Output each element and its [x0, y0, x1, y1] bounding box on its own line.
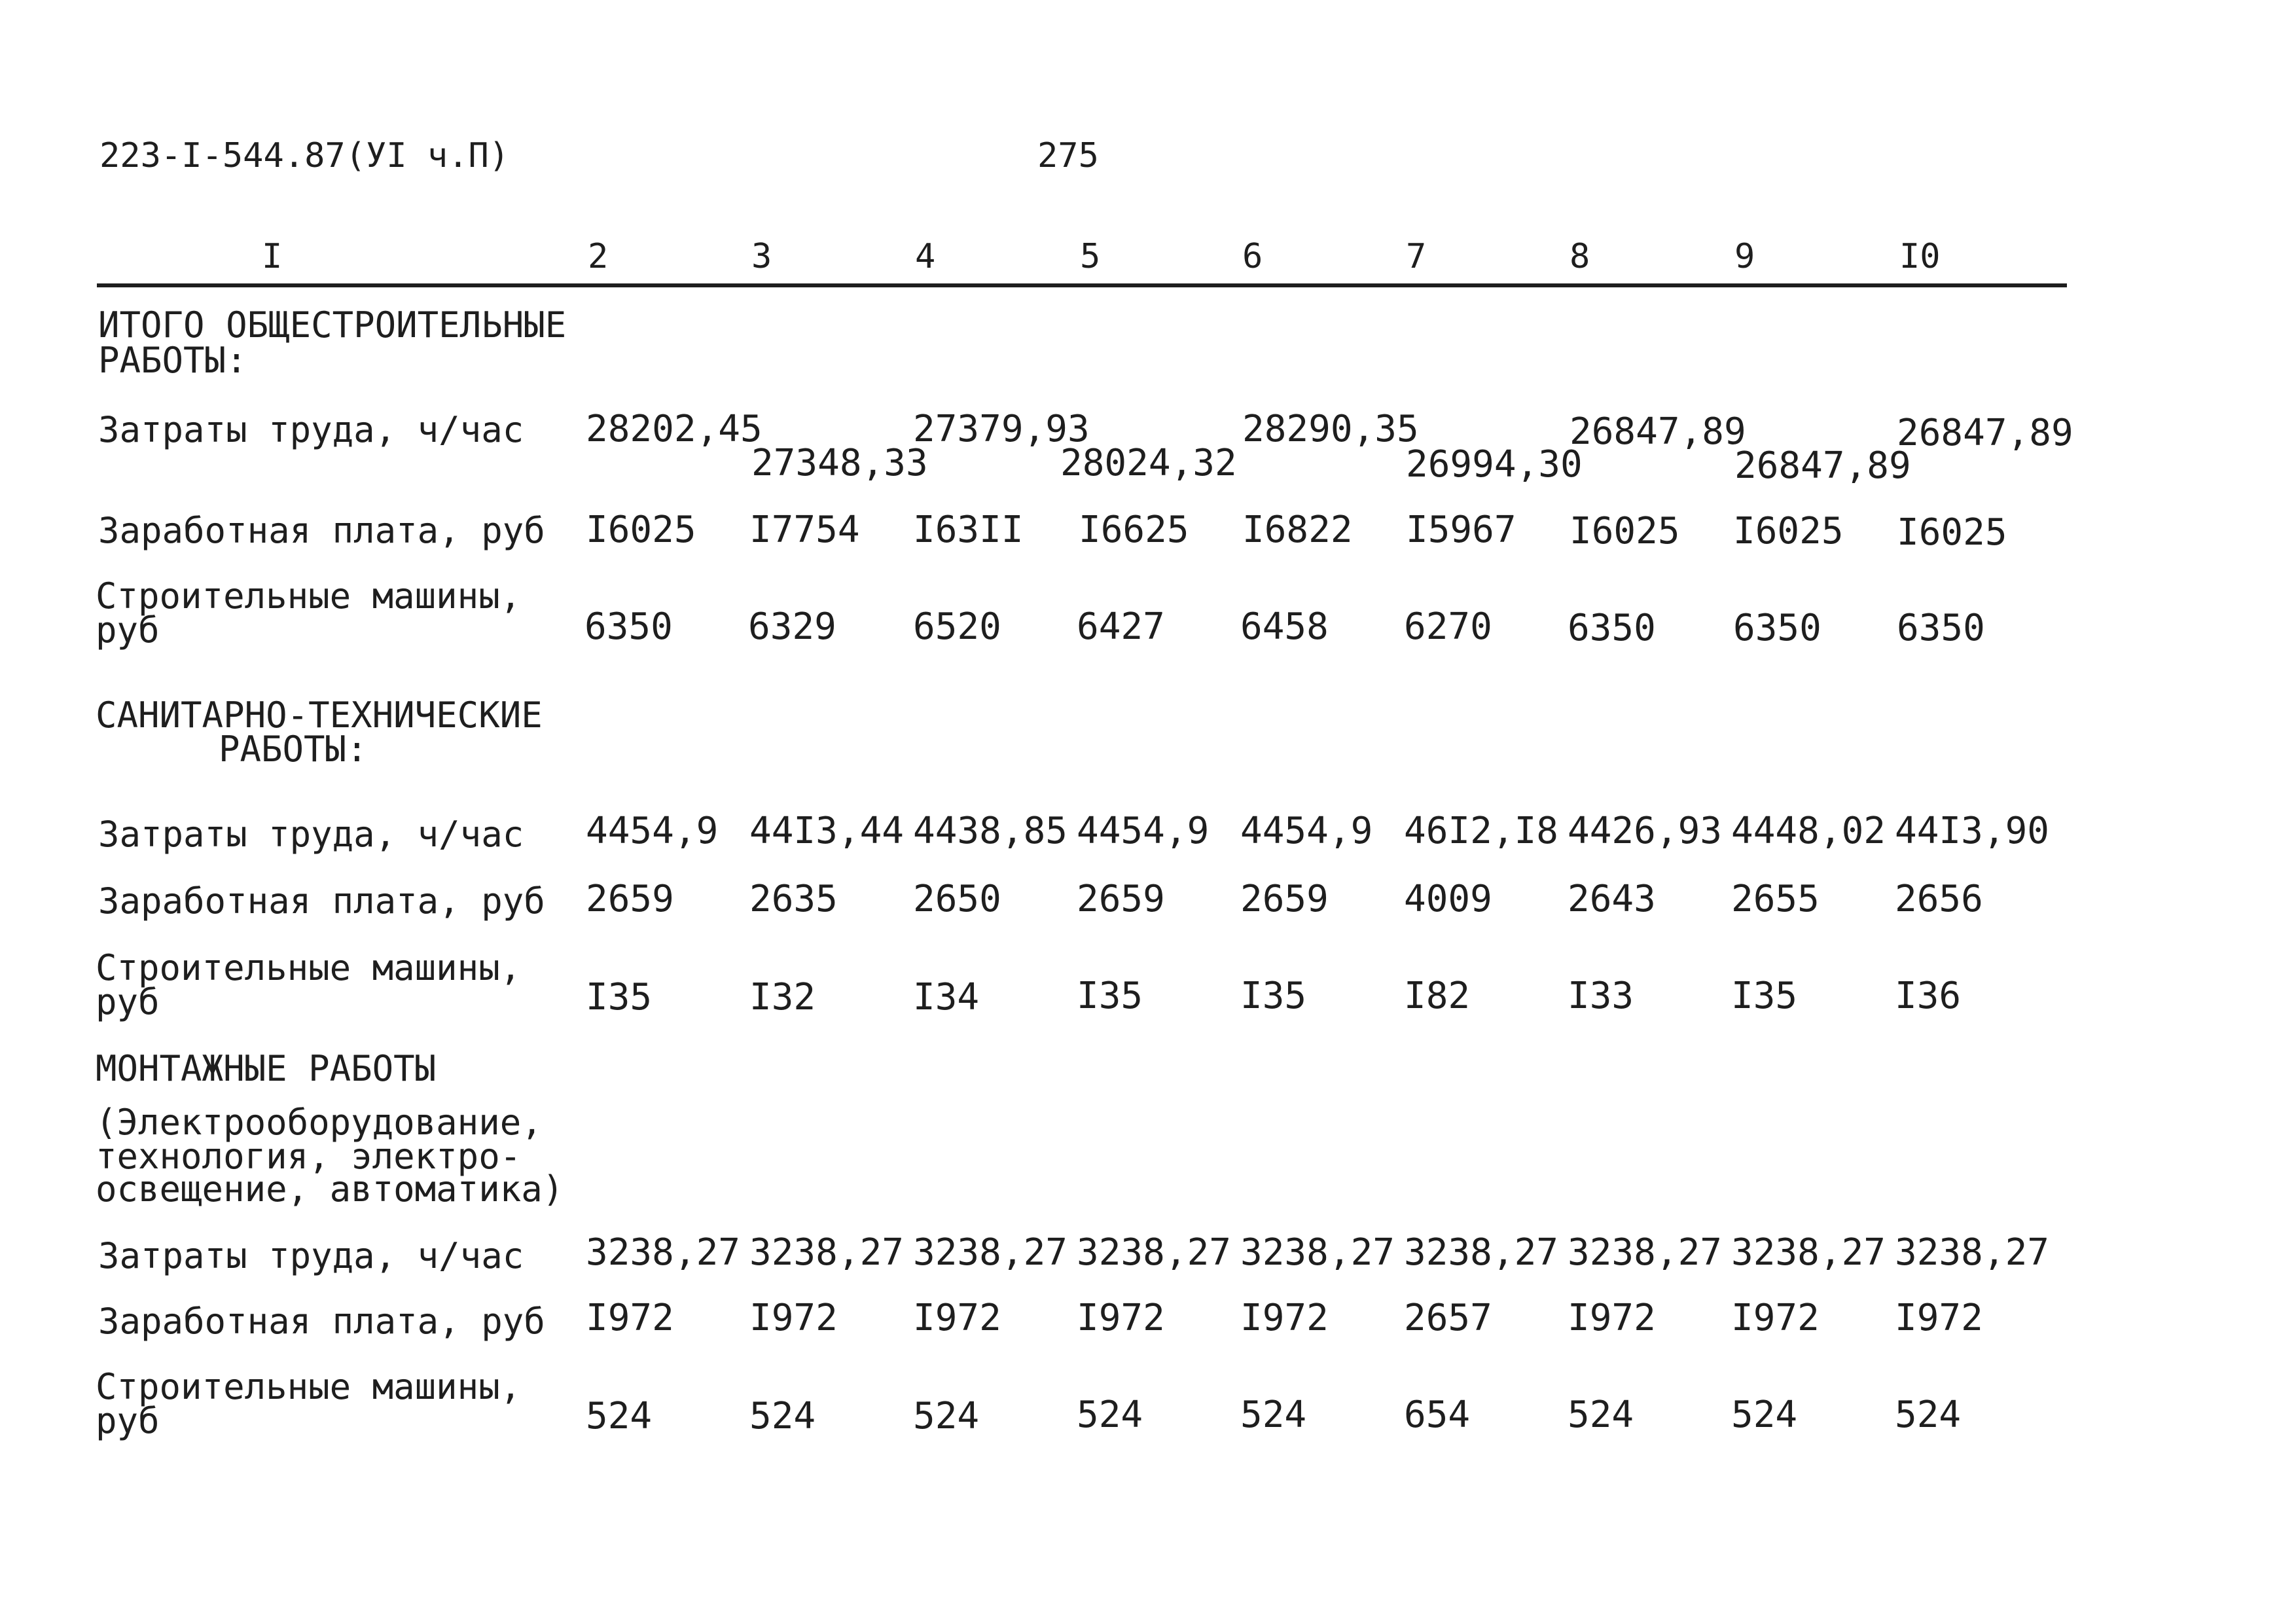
table-cell: 524 — [586, 1395, 653, 1437]
table-cell: I35 — [1077, 975, 1143, 1017]
table-cell: I36 — [1895, 975, 1962, 1017]
table-cell: 3238,27 — [1568, 1231, 1723, 1274]
table-cell: I6025 — [1570, 510, 1680, 552]
section-note: технология, электро- — [96, 1136, 522, 1177]
table-cell: I32 — [749, 976, 816, 1019]
table-cell: I972 — [1240, 1297, 1329, 1339]
table-cell: 6350 — [1568, 607, 1656, 649]
table-cell: I972 — [1077, 1297, 1165, 1339]
section-title: ИТОГО ОБЩЕСТРОИТЕЛЬНЫЕ — [98, 304, 567, 346]
row-label-wages: Заработная плата, руб — [98, 510, 545, 551]
document-code: 223-I-544.87(УI ч.П) — [99, 136, 510, 175]
table-cell: 27348,33 — [751, 442, 928, 484]
table-cell: 3238,27 — [1404, 1231, 1559, 1274]
table-cell: 4454,9 — [586, 810, 719, 852]
table-cell: 2659 — [586, 878, 674, 920]
table-cell: 524 — [1240, 1394, 1307, 1436]
table-cell: 28202,45 — [586, 408, 762, 450]
table-cell: I6025 — [1897, 511, 2007, 554]
row-label-wages: Заработная плата, руб — [98, 880, 545, 922]
table-cell: 2657 — [1404, 1297, 1492, 1339]
table-cell: 4454,9 — [1077, 810, 1210, 852]
table-cell: 4009 — [1404, 878, 1492, 920]
table-cell: 44I3,44 — [749, 810, 905, 852]
section-note: (Электрооборудование, — [96, 1102, 543, 1143]
table-cell: I972 — [586, 1297, 674, 1339]
table-cell: I6025 — [586, 509, 696, 551]
table-cell: I82 — [1404, 975, 1471, 1017]
table-cell: I35 — [586, 976, 653, 1019]
table-cell: I5967 — [1406, 509, 1516, 551]
table-cell: I972 — [1568, 1297, 1656, 1339]
table-cell: 6350 — [1733, 607, 1821, 649]
table-cell: 26847,89 — [1570, 410, 1746, 453]
column-number: 7 — [1406, 237, 1427, 276]
table-cell: I35 — [1731, 975, 1798, 1017]
page-number: 275 — [1037, 136, 1099, 175]
table-cell: 524 — [1895, 1394, 1962, 1436]
table-cell: 654 — [1404, 1394, 1471, 1436]
row-label-machines: руб — [96, 609, 160, 651]
table-cell: 524 — [749, 1395, 816, 1437]
table-cell: 3238,27 — [1731, 1231, 1886, 1274]
header-rule — [97, 283, 2067, 287]
table-cell: I972 — [749, 1297, 838, 1339]
table-cell: 4426,93 — [1568, 810, 1723, 852]
section-title: САНИТАРНО-ТЕХНИЧЕСКИЕ — [96, 695, 543, 736]
table-cell: 4454,9 — [1240, 810, 1373, 852]
table-cell: 6350 — [1897, 607, 1985, 649]
row-label-wages: Заработная плата, руб — [98, 1301, 545, 1342]
table-cell: 2659 — [1240, 878, 1329, 920]
table-cell: 28024,32 — [1060, 442, 1237, 484]
column-number: 5 — [1080, 237, 1101, 276]
table-cell: 3238,27 — [1077, 1231, 1232, 1274]
table-cell: 2635 — [749, 878, 838, 920]
table-cell: 4448,02 — [1731, 810, 1886, 852]
table-cell: 27379,93 — [913, 408, 1090, 450]
table-cell: 6427 — [1077, 605, 1165, 648]
column-number: 9 — [1734, 237, 1755, 276]
column-number: 8 — [1570, 237, 1590, 276]
table-cell: 3238,27 — [913, 1231, 1068, 1274]
column-number: I0 — [1899, 237, 1941, 276]
table-cell: 2650 — [913, 878, 1001, 920]
table-cell: 3238,27 — [1240, 1231, 1395, 1274]
column-number: 4 — [915, 237, 936, 276]
table-cell: 6329 — [748, 605, 836, 648]
table-cell: I34 — [913, 976, 980, 1019]
column-number: 6 — [1242, 237, 1263, 276]
table-cell: 46I2,I8 — [1404, 810, 1559, 852]
row-label-labor: Затраты труда, ч/час — [98, 1235, 524, 1276]
row-label-machines: руб — [96, 981, 160, 1022]
section-title: РАБОТЫ: — [219, 729, 368, 770]
row-label-labor: Затраты труда, ч/час — [98, 814, 524, 855]
table-cell: 524 — [913, 1395, 980, 1437]
table-cell: 26847,89 — [1734, 444, 1911, 487]
section-title: МОНТАЖНЫЕ РАБОТЫ — [96, 1048, 437, 1089]
table-cell: 6270 — [1404, 605, 1492, 648]
row-label-machines: Строительные машины, — [96, 575, 522, 617]
section-note: освещение, автоматика) — [96, 1168, 564, 1210]
table-cell: I33 — [1568, 975, 1634, 1017]
table-cell: I6625 — [1079, 509, 1189, 551]
table-cell: I972 — [1731, 1297, 1820, 1339]
table-cell: I6822 — [1242, 509, 1353, 551]
table-cell: 6350 — [584, 605, 673, 648]
table-cell: 3238,27 — [1895, 1231, 2050, 1274]
table-cell: I35 — [1240, 975, 1307, 1017]
row-label-machines: Строительные машины, — [96, 947, 522, 988]
table-cell: 3238,27 — [749, 1231, 905, 1274]
column-number: 3 — [751, 237, 772, 276]
column-number: 2 — [588, 237, 609, 276]
table-cell: 6520 — [913, 605, 1001, 648]
table-cell: I63II — [913, 509, 1024, 551]
table-cell: 524 — [1568, 1394, 1634, 1436]
table-cell: I6025 — [1733, 510, 1844, 552]
row-label-machines: Строительные машины, — [96, 1366, 522, 1407]
table-cell: I972 — [913, 1297, 1001, 1339]
table-cell: 524 — [1731, 1394, 1798, 1436]
table-cell: I7754 — [749, 509, 860, 551]
table-cell: 26847,89 — [1897, 412, 2073, 454]
table-cell: I972 — [1895, 1297, 1983, 1339]
table-cell: 524 — [1077, 1394, 1143, 1436]
table-cell: 2643 — [1568, 878, 1656, 920]
table-cell: 2655 — [1731, 878, 1820, 920]
table-cell: 4438,85 — [913, 810, 1068, 852]
table-cell: 44I3,90 — [1895, 810, 2050, 852]
row-label-labor: Затраты труда, ч/час — [98, 409, 524, 450]
table-cell: 3238,27 — [586, 1231, 741, 1274]
column-number: I — [262, 237, 283, 276]
row-label-machines: руб — [96, 1400, 160, 1441]
table-cell: 2659 — [1077, 878, 1165, 920]
section-title: РАБОТЫ: — [98, 340, 247, 381]
table-cell: 2656 — [1895, 878, 1983, 920]
table-cell: 6458 — [1240, 605, 1329, 648]
table-cell: 28290,35 — [1242, 408, 1419, 450]
table-cell: 26994,30 — [1406, 443, 1583, 486]
